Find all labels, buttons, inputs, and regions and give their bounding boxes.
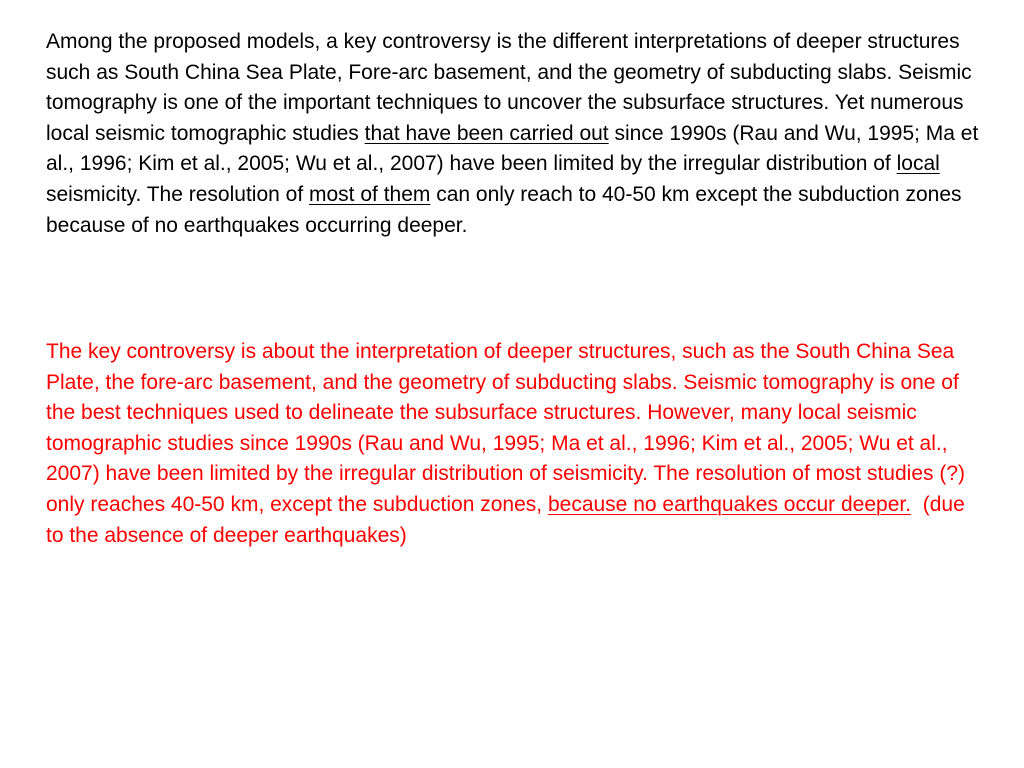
original-text-2: since 1990s (Rau and Wu, 1995; Ma et al., 1996; Kim et al., 2005; Wu et al., 2007) have been limited by the irregular distribution of xyxy=(46,121,979,176)
revised-paragraph xyxy=(46,337,981,551)
original-paragraph xyxy=(46,27,981,241)
original-text-4: can only reach to 40-50 km except the subduction zones because of no earthquakes occurring deeper. xyxy=(46,182,962,237)
underlined-phrase-carried-out: that have been carried out xyxy=(364,121,609,145)
underlined-phrase-most-of-them: most of them xyxy=(309,182,431,206)
underlined-phrase-no-earthquakes: because no earthquakes occur deeper. xyxy=(547,492,912,516)
revised-text-2: (due to the absence of deeper earthquakes) xyxy=(46,492,971,547)
revised-text-1: The key controversy is about the interpretation of deeper structures, such as the South China Sea Plate, the fore-arc basement, and the geometry of subducting slabs. Seismic tomography is one of the best techniques used to delineate the subsurface structures. However, many local seismic tomographic studies since 1990s (Rau and Wu, 1995; Ma et al., 1996; Kim et al., 2005; Wu et al., 2007) have been limited by the irregular distribution of seismicity. The resolution of most studies (?) only reaches 40-50 km, except the subduction zones, xyxy=(46,340,971,516)
original-text-3: seismicity. The resolution of xyxy=(46,182,309,206)
underlined-word-local: local xyxy=(896,152,940,176)
original-text-1: Among the proposed models, a key controversy is the different interpretations of deeper structures such as South China Sea Plate, Fore-arc basement, and the geometry of subducting slabs. Seismic tomography is one of the important techniques to uncover the subsurface structures. Yet numerous local seismic tomographic studies xyxy=(46,30,972,145)
